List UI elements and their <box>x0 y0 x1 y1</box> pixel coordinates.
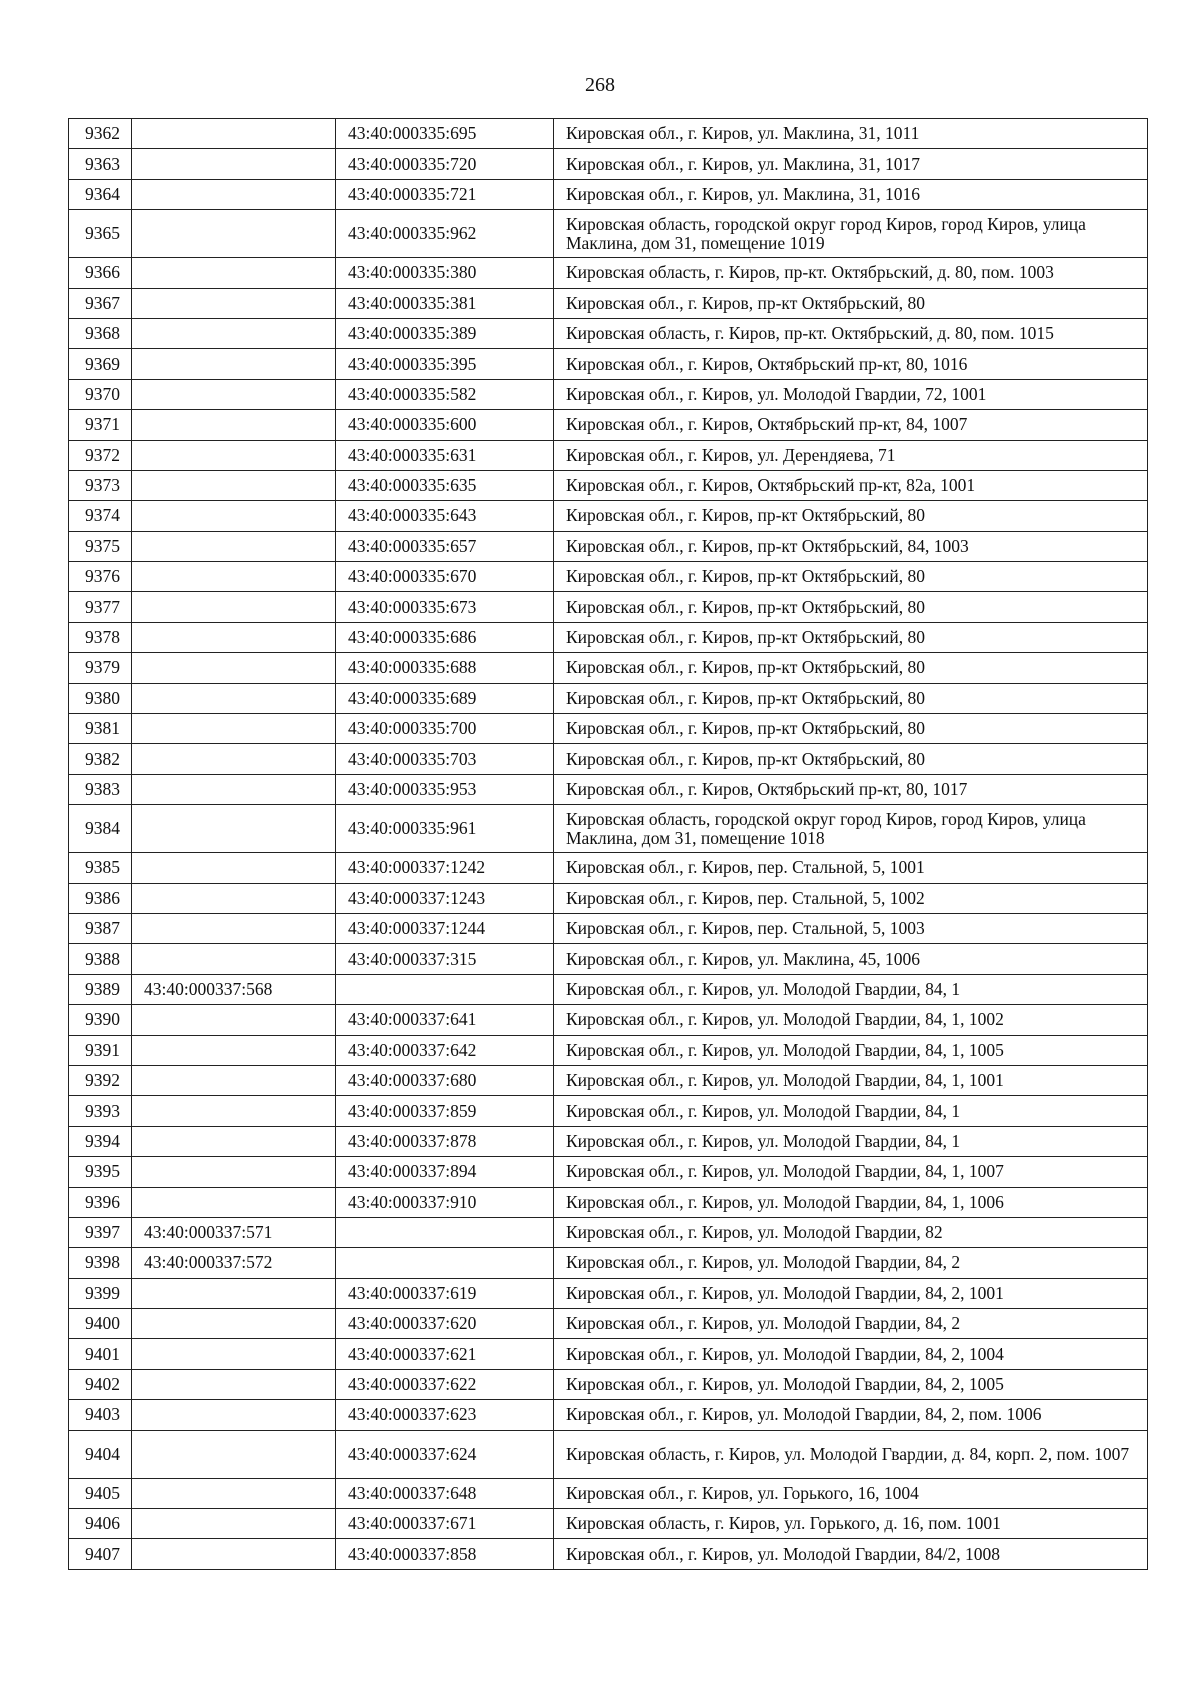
row-number-cell: 9404 <box>69 1430 132 1478</box>
address-cell: Кировская обл., г. Киров, ул. Маклина, 31, 1016 <box>554 179 1148 209</box>
land-cadastral-number-cell <box>132 1400 336 1430</box>
land-cadastral-number-cell <box>132 1478 336 1508</box>
address-cell: Кировская обл., г. Киров, ул. Молодой Гвардии, 72, 1001 <box>554 379 1148 409</box>
object-cadastral-number-cell: 43:40:000335:689 <box>336 683 554 713</box>
row-number-cell: 9380 <box>69 683 132 713</box>
row-number-cell: 9369 <box>69 349 132 379</box>
table-row <box>69 592 1148 622</box>
address-cell: Кировская обл., г. Киров, пр-кт Октябрьский, 80 <box>554 592 1148 622</box>
object-cadastral-number-cell: 43:40:000335:670 <box>336 562 554 592</box>
land-cadastral-number-cell <box>132 179 336 209</box>
land-cadastral-number-cell <box>132 944 336 974</box>
table-row <box>69 853 1148 883</box>
land-cadastral-number-cell <box>132 501 336 531</box>
table-row <box>69 149 1148 179</box>
land-cadastral-number-cell <box>132 1096 336 1126</box>
address-cell: Кировская обл., г. Киров, ул. Молодой Гвардии, 84, 2 <box>554 1248 1148 1278</box>
address-cell: Кировская обл., г. Киров, ул. Молодой Гвардии, 82 <box>554 1217 1148 1247</box>
table-row <box>69 1096 1148 1126</box>
address-cell: Кировская обл., г. Киров, ул. Молодой Гвардии, 84, 2, пом. 1006 <box>554 1400 1148 1430</box>
object-cadastral-number-cell: 43:40:000335:673 <box>336 592 554 622</box>
land-cadastral-number-cell <box>132 714 336 744</box>
row-number-cell: 9368 <box>69 318 132 348</box>
land-cadastral-number-cell <box>132 349 336 379</box>
table-row <box>69 1217 1148 1247</box>
address-cell: Кировская область, г. Киров, ул. Горького, д. 16, пом. 1001 <box>554 1509 1148 1539</box>
address-cell: Кировская обл., г. Киров, пр-кт Октябрьский, 84, 1003 <box>554 531 1148 561</box>
table-row <box>69 210 1148 258</box>
address-cell: Кировская обл., г. Киров, ул. Горького, 16, 1004 <box>554 1478 1148 1508</box>
address-cell: Кировская обл., г. Киров, Октябрьский пр-кт, 80, 1017 <box>554 774 1148 804</box>
address-cell: Кировская обл., г. Киров, ул. Молодой Гвардии, 84, 2, 1001 <box>554 1278 1148 1308</box>
land-cadastral-number-cell <box>132 1430 336 1478</box>
address-cell: Кировская область, г. Киров, пр-кт. Октябрьский, д. 80, пом. 1015 <box>554 318 1148 348</box>
address-cell: Кировская обл., г. Киров, пр-кт Октябрьский, 80 <box>554 501 1148 531</box>
table-row <box>69 379 1148 409</box>
object-cadastral-number-cell: 43:40:000337:671 <box>336 1509 554 1539</box>
land-cadastral-number-cell <box>132 653 336 683</box>
row-number-cell: 9406 <box>69 1509 132 1539</box>
table-row <box>69 531 1148 561</box>
row-number-cell: 9374 <box>69 501 132 531</box>
object-cadastral-number-cell: 43:40:000337:859 <box>336 1096 554 1126</box>
row-number-cell: 9397 <box>69 1217 132 1247</box>
address-cell: Кировская обл., г. Киров, ул. Маклина, 31, 1011 <box>554 119 1148 149</box>
object-cadastral-number-cell: 43:40:000337:315 <box>336 944 554 974</box>
table-row <box>69 1278 1148 1308</box>
object-cadastral-number-cell: 43:40:000337:878 <box>336 1126 554 1156</box>
address-cell: Кировская область, городской округ город Киров, город Киров, улица Маклина, дом 31, помещение 1019 <box>554 210 1148 258</box>
object-cadastral-number-cell: 43:40:000335:380 <box>336 258 554 288</box>
row-number-cell: 9392 <box>69 1065 132 1095</box>
row-number-cell: 9393 <box>69 1096 132 1126</box>
row-number-cell: 9396 <box>69 1187 132 1217</box>
object-cadastral-number-cell: 43:40:000335:700 <box>336 714 554 744</box>
object-cadastral-number-cell <box>336 974 554 1004</box>
address-cell: Кировская обл., г. Киров, пр-кт Октябрьский, 80 <box>554 622 1148 652</box>
land-cadastral-number-cell <box>132 1309 336 1339</box>
object-cadastral-number-cell: 43:40:000337:622 <box>336 1369 554 1399</box>
land-cadastral-number-cell <box>132 470 336 500</box>
table-row <box>69 318 1148 348</box>
object-cadastral-number-cell: 43:40:000335:720 <box>336 149 554 179</box>
row-number-cell: 9395 <box>69 1157 132 1187</box>
address-cell: Кировская обл., г. Киров, Октябрьский пр-кт, 80, 1016 <box>554 349 1148 379</box>
table-row <box>69 1005 1148 1035</box>
land-cadastral-number-cell <box>132 622 336 652</box>
table-row <box>69 1309 1148 1339</box>
object-cadastral-number-cell: 43:40:000335:600 <box>336 410 554 440</box>
table-row <box>69 683 1148 713</box>
row-number-cell: 9402 <box>69 1369 132 1399</box>
table-row <box>69 1157 1148 1187</box>
address-cell: Кировская обл., г. Киров, пр-кт Октябрьский, 80 <box>554 562 1148 592</box>
row-number-cell: 9407 <box>69 1539 132 1569</box>
row-number-cell: 9363 <box>69 149 132 179</box>
object-cadastral-number-cell: 43:40:000337:620 <box>336 1309 554 1339</box>
land-cadastral-number-cell <box>132 1126 336 1156</box>
object-cadastral-number-cell: 43:40:000335:631 <box>336 440 554 470</box>
table-row <box>69 774 1148 804</box>
object-cadastral-number-cell: 43:40:000337:1243 <box>336 883 554 913</box>
row-number-cell: 9400 <box>69 1309 132 1339</box>
land-cadastral-number-cell <box>132 149 336 179</box>
table-row <box>69 440 1148 470</box>
row-number-cell: 9373 <box>69 470 132 500</box>
row-number-cell: 9387 <box>69 913 132 943</box>
land-cadastral-number-cell <box>132 1509 336 1539</box>
land-cadastral-number-cell <box>132 774 336 804</box>
row-number-cell: 9382 <box>69 744 132 774</box>
row-number-cell: 9365 <box>69 210 132 258</box>
table-row <box>69 1369 1148 1399</box>
row-number-cell: 9367 <box>69 288 132 318</box>
land-cadastral-number-cell <box>132 210 336 258</box>
object-cadastral-number-cell: 43:40:000335:695 <box>336 119 554 149</box>
address-cell: Кировская обл., г. Киров, ул. Молодой Гвардии, 84, 1 <box>554 974 1148 1004</box>
table-row <box>69 744 1148 774</box>
address-cell: Кировская обл., г. Киров, ул. Молодой Гвардии, 84, 1, 1007 <box>554 1157 1148 1187</box>
row-number-cell: 9398 <box>69 1248 132 1278</box>
object-cadastral-number-cell: 43:40:000335:395 <box>336 349 554 379</box>
table-row <box>69 179 1148 209</box>
row-number-cell: 9381 <box>69 714 132 744</box>
address-cell: Кировская обл., г. Киров, ул. Молодой Гвардии, 84/2, 1008 <box>554 1539 1148 1569</box>
land-cadastral-number-cell <box>132 440 336 470</box>
address-cell: Кировская обл., г. Киров, ул. Молодой Гвардии, 84, 2 <box>554 1309 1148 1339</box>
object-cadastral-number-cell: 43:40:000335:703 <box>336 744 554 774</box>
land-cadastral-number-cell <box>132 288 336 318</box>
land-cadastral-number-cell <box>132 379 336 409</box>
land-cadastral-number-cell <box>132 119 336 149</box>
object-cadastral-number-cell: 43:40:000337:910 <box>336 1187 554 1217</box>
table-row <box>69 1035 1148 1065</box>
row-number-cell: 9379 <box>69 653 132 683</box>
table-row <box>69 1478 1148 1508</box>
object-cadastral-number-cell: 43:40:000335:381 <box>336 288 554 318</box>
land-cadastral-number-cell <box>132 1035 336 1065</box>
land-cadastral-number-cell: 43:40:000337:571 <box>132 1217 336 1247</box>
object-cadastral-number-cell: 43:40:000335:962 <box>336 210 554 258</box>
land-cadastral-number-cell <box>132 1339 336 1369</box>
object-cadastral-number-cell: 43:40:000337:642 <box>336 1035 554 1065</box>
object-cadastral-number-cell <box>336 1248 554 1278</box>
land-cadastral-number-cell <box>132 1369 336 1399</box>
registry-table <box>68 118 1148 1570</box>
address-cell: Кировская область, г. Киров, ул. Молодой Гвардии, д. 84, корп. 2, пом. 1007 <box>554 1430 1148 1478</box>
row-number-cell: 9389 <box>69 974 132 1004</box>
land-cadastral-number-cell <box>132 913 336 943</box>
object-cadastral-number-cell: 43:40:000337:680 <box>336 1065 554 1095</box>
address-cell: Кировская обл., г. Киров, ул. Маклина, 45, 1006 <box>554 944 1148 974</box>
row-number-cell: 9370 <box>69 379 132 409</box>
object-cadastral-number-cell: 43:40:000337:1244 <box>336 913 554 943</box>
object-cadastral-number-cell: 43:40:000337:624 <box>336 1430 554 1478</box>
address-cell: Кировская обл., г. Киров, пер. Стальной, 5, 1001 <box>554 853 1148 883</box>
address-cell: Кировская обл., г. Киров, ул. Молодой Гвардии, 84, 1 <box>554 1096 1148 1126</box>
registry-table-body <box>69 119 1148 1570</box>
table-row <box>69 1339 1148 1369</box>
table-row <box>69 1126 1148 1156</box>
address-cell: Кировская обл., г. Киров, ул. Молодой Гвардии, 84, 1, 1001 <box>554 1065 1148 1095</box>
address-cell: Кировская обл., г. Киров, ул. Молодой Гвардии, 84, 1, 1006 <box>554 1187 1148 1217</box>
land-cadastral-number-cell <box>132 1065 336 1095</box>
address-cell: Кировская обл., г. Киров, пер. Стальной, 5, 1002 <box>554 883 1148 913</box>
row-number-cell: 9399 <box>69 1278 132 1308</box>
land-cadastral-number-cell <box>132 592 336 622</box>
object-cadastral-number-cell <box>336 1217 554 1247</box>
table-row <box>69 805 1148 853</box>
row-number-cell: 9364 <box>69 179 132 209</box>
row-number-cell: 9403 <box>69 1400 132 1430</box>
table-row <box>69 1509 1148 1539</box>
table-row <box>69 1400 1148 1430</box>
row-number-cell: 9394 <box>69 1126 132 1156</box>
land-cadastral-number-cell <box>132 744 336 774</box>
address-cell: Кировская обл., г. Киров, ул. Молодой Гвардии, 84, 1, 1002 <box>554 1005 1148 1035</box>
address-cell: Кировская обл., г. Киров, Октябрьский пр-кт, 84, 1007 <box>554 410 1148 440</box>
address-cell: Кировская область, городской округ город Киров, город Киров, улица Маклина, дом 31, помещение 1018 <box>554 805 1148 853</box>
object-cadastral-number-cell: 43:40:000335:688 <box>336 653 554 683</box>
table-row <box>69 119 1148 149</box>
row-number-cell: 9386 <box>69 883 132 913</box>
land-cadastral-number-cell <box>132 853 336 883</box>
table-row <box>69 1539 1148 1569</box>
land-cadastral-number-cell <box>132 883 336 913</box>
address-cell: Кировская обл., г. Киров, пер. Стальной, 5, 1003 <box>554 913 1148 943</box>
table-row <box>69 1187 1148 1217</box>
object-cadastral-number-cell: 43:40:000335:953 <box>336 774 554 804</box>
land-cadastral-number-cell <box>132 1187 336 1217</box>
row-number-cell: 9388 <box>69 944 132 974</box>
table-row <box>69 501 1148 531</box>
row-number-cell: 9384 <box>69 805 132 853</box>
object-cadastral-number-cell: 43:40:000337:619 <box>336 1278 554 1308</box>
address-cell: Кировская обл., г. Киров, ул. Дерендяева, 71 <box>554 440 1148 470</box>
address-cell: Кировская обл., г. Киров, пр-кт Октябрьский, 80 <box>554 288 1148 318</box>
table-row <box>69 349 1148 379</box>
land-cadastral-number-cell <box>132 318 336 348</box>
table-row <box>69 562 1148 592</box>
land-cadastral-number-cell <box>132 258 336 288</box>
table-row <box>69 1430 1148 1478</box>
address-cell: Кировская область, г. Киров, пр-кт. Октябрьский, д. 80, пом. 1003 <box>554 258 1148 288</box>
land-cadastral-number-cell <box>132 805 336 853</box>
address-cell: Кировская обл., г. Киров, ул. Маклина, 31, 1017 <box>554 149 1148 179</box>
row-number-cell: 9362 <box>69 119 132 149</box>
object-cadastral-number-cell: 43:40:000337:894 <box>336 1157 554 1187</box>
table-row <box>69 913 1148 943</box>
land-cadastral-number-cell <box>132 1157 336 1187</box>
address-cell: Кировская обл., г. Киров, пр-кт Октябрьский, 80 <box>554 714 1148 744</box>
table-row <box>69 258 1148 288</box>
row-number-cell: 9383 <box>69 774 132 804</box>
object-cadastral-number-cell: 43:40:000335:686 <box>336 622 554 652</box>
object-cadastral-number-cell: 43:40:000335:389 <box>336 318 554 348</box>
address-cell: Кировская обл., г. Киров, пр-кт Октябрьский, 80 <box>554 683 1148 713</box>
object-cadastral-number-cell: 43:40:000337:623 <box>336 1400 554 1430</box>
address-cell: Кировская обл., г. Киров, Октябрьский пр-кт, 82а, 1001 <box>554 470 1148 500</box>
address-cell: Кировская обл., г. Киров, пр-кт Октябрьский, 80 <box>554 653 1148 683</box>
object-cadastral-number-cell: 43:40:000335:643 <box>336 501 554 531</box>
land-cadastral-number-cell <box>132 683 336 713</box>
table-row <box>69 470 1148 500</box>
object-cadastral-number-cell: 43:40:000337:648 <box>336 1478 554 1508</box>
object-cadastral-number-cell: 43:40:000335:721 <box>336 179 554 209</box>
row-number-cell: 9376 <box>69 562 132 592</box>
table-row <box>69 974 1148 1004</box>
address-cell: Кировская обл., г. Киров, ул. Молодой Гвардии, 84, 1 <box>554 1126 1148 1156</box>
row-number-cell: 9372 <box>69 440 132 470</box>
object-cadastral-number-cell: 43:40:000335:657 <box>336 531 554 561</box>
address-cell: Кировская обл., г. Киров, ул. Молодой Гвардии, 84, 2, 1004 <box>554 1339 1148 1369</box>
table-row <box>69 714 1148 744</box>
page-number: 268 <box>585 74 615 96</box>
land-cadastral-number-cell: 43:40:000337:572 <box>132 1248 336 1278</box>
object-cadastral-number-cell: 43:40:000337:858 <box>336 1539 554 1569</box>
land-cadastral-number-cell <box>132 1278 336 1308</box>
row-number-cell: 9378 <box>69 622 132 652</box>
land-cadastral-number-cell <box>132 562 336 592</box>
land-cadastral-number-cell <box>132 531 336 561</box>
table-row <box>69 622 1148 652</box>
table-row <box>69 288 1148 318</box>
table-row <box>69 410 1148 440</box>
object-cadastral-number-cell: 43:40:000337:1242 <box>336 853 554 883</box>
land-cadastral-number-cell: 43:40:000337:568 <box>132 974 336 1004</box>
table-row <box>69 883 1148 913</box>
land-cadastral-number-cell <box>132 1005 336 1035</box>
table-row <box>69 1065 1148 1095</box>
row-number-cell: 9390 <box>69 1005 132 1035</box>
address-cell: Кировская обл., г. Киров, ул. Молодой Гвардии, 84, 2, 1005 <box>554 1369 1148 1399</box>
row-number-cell: 9377 <box>69 592 132 622</box>
land-cadastral-number-cell <box>132 410 336 440</box>
table-row <box>69 653 1148 683</box>
row-number-cell: 9371 <box>69 410 132 440</box>
object-cadastral-number-cell: 43:40:000337:641 <box>336 1005 554 1035</box>
table-row <box>69 944 1148 974</box>
row-number-cell: 9366 <box>69 258 132 288</box>
row-number-cell: 9391 <box>69 1035 132 1065</box>
object-cadastral-number-cell: 43:40:000337:621 <box>336 1339 554 1369</box>
row-number-cell: 9385 <box>69 853 132 883</box>
row-number-cell: 9375 <box>69 531 132 561</box>
object-cadastral-number-cell: 43:40:000335:635 <box>336 470 554 500</box>
row-number-cell: 9405 <box>69 1478 132 1508</box>
address-cell: Кировская обл., г. Киров, ул. Молодой Гвардии, 84, 1, 1005 <box>554 1035 1148 1065</box>
row-number-cell: 9401 <box>69 1339 132 1369</box>
address-cell: Кировская обл., г. Киров, пр-кт Октябрьский, 80 <box>554 744 1148 774</box>
object-cadastral-number-cell: 43:40:000335:961 <box>336 805 554 853</box>
object-cadastral-number-cell: 43:40:000335:582 <box>336 379 554 409</box>
land-cadastral-number-cell <box>132 1539 336 1569</box>
table-row <box>69 1248 1148 1278</box>
